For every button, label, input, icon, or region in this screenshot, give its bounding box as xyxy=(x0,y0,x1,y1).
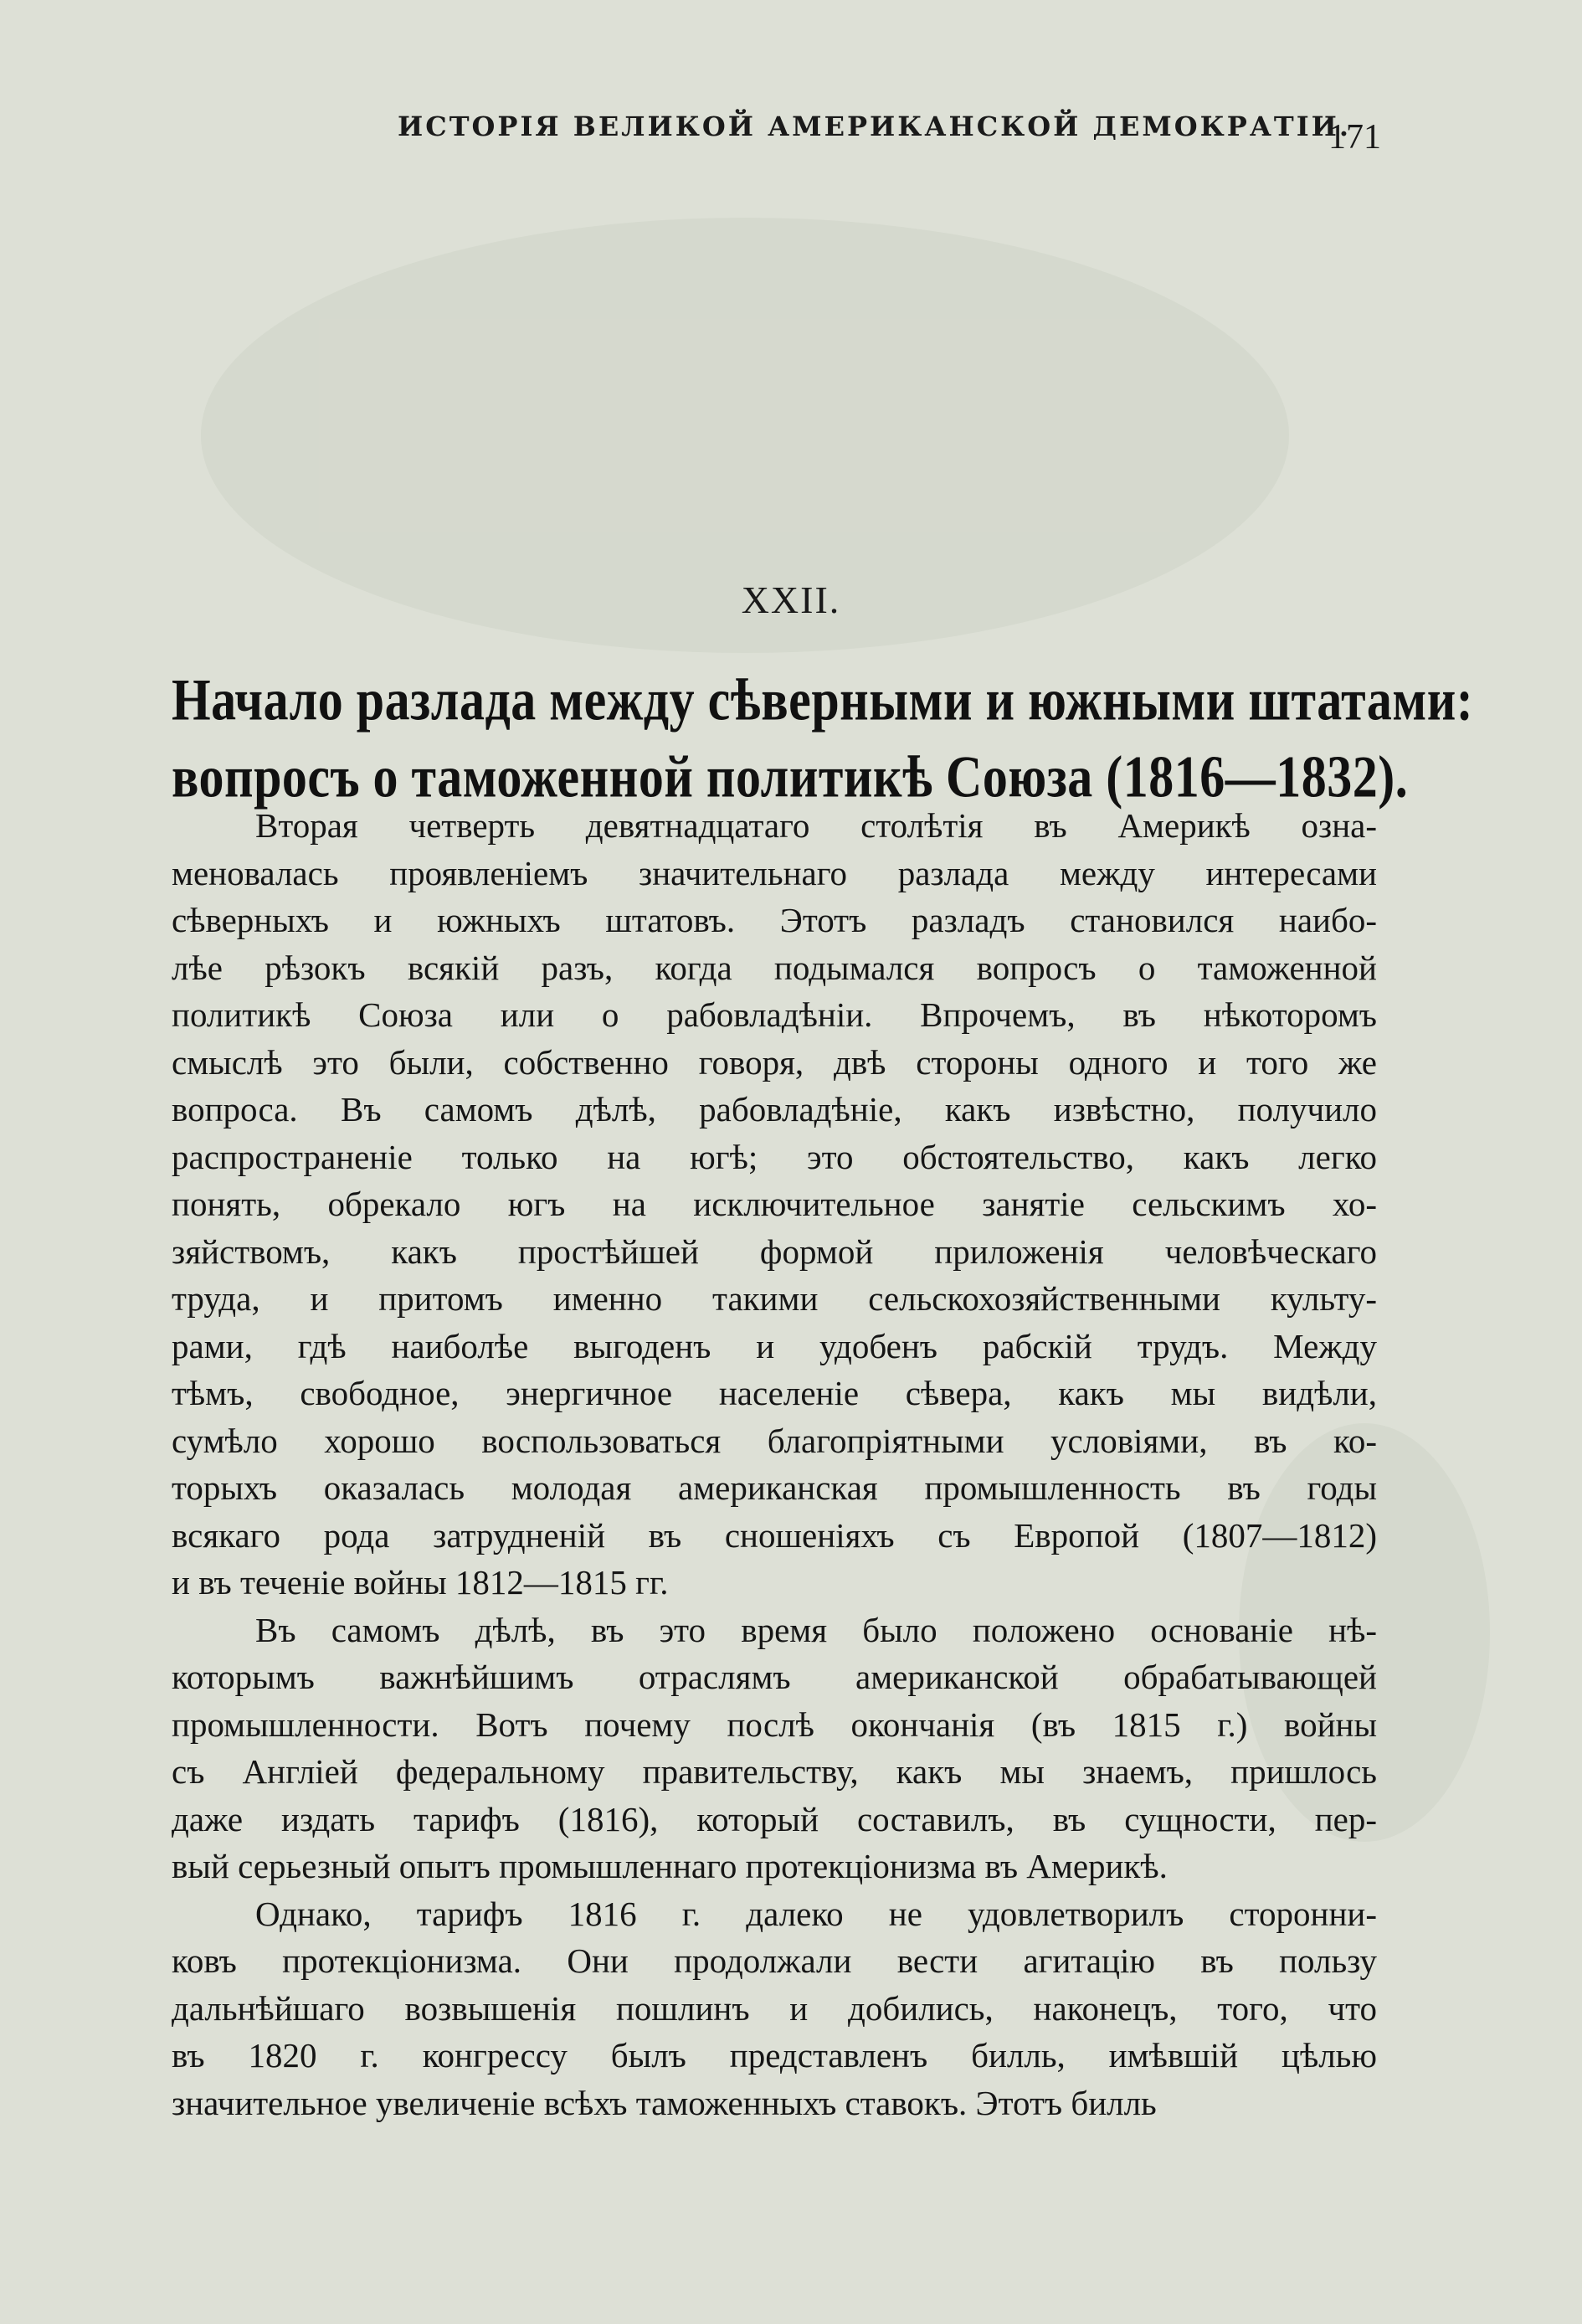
text-line: Въ самомъ дѣлѣ, въ это время было положено основаніе нѣ- xyxy=(255,1610,1377,1649)
chapter-title xyxy=(172,661,1474,815)
text-line: промышленности. Вотъ почему послѣ окончанія (въ 1815 г.) войны xyxy=(172,1704,1377,1744)
text-line: ковъ протекціонизма. Они продолжали вести агитацію въ пользу xyxy=(172,1941,1377,1980)
text-line: и въ теченіе войны 1812—1815 гг. xyxy=(172,1563,669,1602)
text-line: зяйствомъ, какъ простѣйшей формой приложенія человѣческаго xyxy=(172,1231,1377,1271)
text-line: торыхъ оказалась молодая американская промышленность въ годы xyxy=(172,1468,1377,1507)
page-header xyxy=(167,111,1381,161)
text-line: значительное увеличеніе всѣхъ таможенныхъ ставокъ. Этотъ билль xyxy=(172,2083,1157,2122)
text-line: труда, и притомъ именно такими сельскохозяйственными культу- xyxy=(172,1279,1377,1318)
text-line: сумѣло хорошо воспользоваться благопріятными условіями, въ ко- xyxy=(172,1421,1377,1460)
paragraph xyxy=(172,1607,1377,1890)
text-line: въ 1820 г. конгрессу былъ представленъ билль, имѣвшій цѣлью xyxy=(172,2036,1377,2075)
text-line: тѣмъ, свободное, энергичное населеніе сѣвера, какъ мы видѣли, xyxy=(172,1374,1377,1412)
text-line: даже издать тарифъ (1816), который составилъ, въ сущности, пер- xyxy=(172,1799,1377,1838)
text-line: рами, гдѣ наиболѣе выгоденъ и удобенъ рабскій трудъ. Между xyxy=(172,1326,1377,1365)
text-line: сѣверныхъ и южныхъ штатовъ. Этотъ разладъ становился наибо- xyxy=(172,901,1377,939)
text-line: лѣе рѣзокъ всякій разъ, когда подымался вопросъ о таможенной xyxy=(172,948,1377,987)
body-text xyxy=(172,802,1377,2126)
text-line: съ Англіей федеральному правительству, какъ мы знаемъ, пришлось xyxy=(172,1752,1377,1791)
text-line: смыслѣ это были, собственно говоря, двѣ стороны одного и того же xyxy=(172,1042,1377,1082)
chapter-title-line: Начало разлада между сѣверными и южными штатами: xyxy=(172,667,1474,733)
text-line: меновалась проявленіемъ значительнаго разлада между интересами xyxy=(172,853,1377,892)
text-line: политикѣ Союза или о рабовладѣніи. Впрочемъ, въ нѣкоторомъ xyxy=(172,995,1377,1034)
text-line: вопроса. Въ самомъ дѣлѣ, рабовладѣніе, какъ извѣстно, получило xyxy=(172,1090,1377,1129)
text-line: всякаго рода затрудненій въ сношеніяхъ съ Европой (1807—1812) xyxy=(172,1515,1377,1555)
text-line: Вторая четверть девятнадцатаго столѣтія въ Америкѣ озна- xyxy=(255,806,1377,845)
text-line: которымъ важнѣйшимъ отраслямъ американской обрабатывающей xyxy=(172,1658,1377,1696)
section-number: XXII. xyxy=(741,578,841,621)
text-line: дальнѣйшаго возвышенія пошлинъ и добились, наконецъ, того, что xyxy=(172,1988,1377,2028)
running-title: ИСТОРІЯ ВЕЛИКОЙ АМЕРИКАНСКОЙ ДЕМОКРАТІИ. xyxy=(398,111,1352,142)
paragraph xyxy=(172,1890,1377,2127)
text-line: распространеніе только на югѣ; это обстоятельство, какъ легко xyxy=(172,1137,1377,1176)
page-number: 171 xyxy=(1328,118,1381,157)
paragraph xyxy=(172,802,1377,1607)
text-line: Однако, тарифъ 1816 г. далеко не удовлетворилъ сторонни- xyxy=(255,1894,1377,1933)
text-line: понять, обрекало югъ на исключительное занятіе сельскимъ хо- xyxy=(172,1185,1377,1223)
chapter-title-line: вопросъ о таможенной политикѣ Союза (1816—1832). xyxy=(172,744,1409,810)
text-line: вый серьезный опытъ промышленнаго протекціонизма въ Америкѣ. xyxy=(172,1847,1168,1885)
